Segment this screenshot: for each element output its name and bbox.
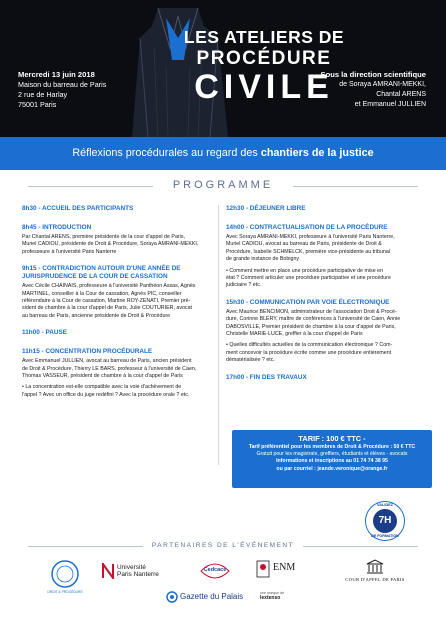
session-body: professeure à l'université Paris Nanterre [22,248,117,255]
session-heading: 9h15 - CONTRADICTION AUTOUR D'UNE ANNÉE DE JURISPRUDENCE DE LA COUR DE CASSATION [22,265,181,281]
logo-text: Gazette du Palais [180,592,244,601]
contact-email-link[interactable]: ou par courriel : jeande.veronique@orange.fr [276,465,388,472]
session-body: DABOSVILLE, Premier président de chambre à la cour d'appel de Paris, [226,323,396,330]
direction-title: Sous la direction scientifique [320,70,426,79]
logo-text: ENM [273,562,296,573]
badge-bottom-text: DE FORMATION [371,534,399,538]
session-heading: 8h30 - ACCUEIL DES PARTICIPANTS [22,205,134,212]
session-body: au barreau de Paris, ancienne présidente de Droit & Procédure [22,312,171,319]
event-date: Mercredi 13 juin 2018 [18,70,95,79]
session-heading: 15h30 - COMMUNICATION PAR VOIE ÉLECTRONIQUE [226,298,390,306]
session-heading: 12h30 - DÉJEUNER LIBRE [226,205,306,212]
pricing-line: Gratuit pour les magistrats, greffiers, étudiants et élèves - avocats [256,451,408,458]
session-heading: 14h00 - CONTRACTUALISATION DE LA PROCÉDURE [226,224,388,231]
session-heading: 11h15 - CONCENTRATION PROCÉDURALE [22,348,153,356]
session-body: Avec Maurice BENCIMON, administrateur de l'association Droit & Procé- [226,308,397,315]
marianne-icon [256,559,270,579]
badge-value: 7H [373,509,397,533]
session-body: dure, Corinne BLÉRY, maître de conférences à l'université de Caen, Annie [226,316,401,323]
venue-line: 75001 Paris [18,100,57,109]
session-body: dématérialisée ? etc. [226,357,275,364]
pricing-box [232,430,432,488]
session-body: Thomas VASSEUR, président de chambre à la cour d'appel de Paris [22,373,183,380]
logo-text: COUR D'APPEL DE PARIS [345,577,405,582]
logo-text: Paris Nanterre [117,571,159,578]
programme-title: PROGRAMME [172,179,274,191]
direction-line: de Soraya AMRANI-MEKKI, [339,81,426,88]
session-body: • La concentration est-elle compatible avec la voie d'achèvement de [22,384,182,391]
partners-title: PARTENAIRES DE L'ÉVÉNEMENT [151,542,295,549]
session-heading: 11h00 - PAUSE [22,329,67,337]
session-body: sident de chambre à la cour d'appel de Paris, Julie COUTURIER, avocat [22,305,193,312]
session-body: de grande instance de Bobigny [226,256,300,263]
session-body: Avec Emmanuel JULLIEN, avocat au barreau de Paris, ancien président [22,358,192,365]
session-body: l'appel ? Avec un office du juge redéfini ? Avec la procédure orale ? etc. [22,391,190,398]
pricing-line: Tarif préférentiel pour les membres de Droit & Procédure : 50 € TTC [248,444,416,450]
column-divider [218,205,219,465]
title-line-1: LES ATELIERS DE [183,27,345,47]
banner-text-bold: chantiers de la justice [260,147,374,159]
scientific-direction [321,70,427,110]
session-body: • Comment mettre en place une procédure participative de mise en [226,267,384,274]
session-body: Muriel CADIOU, avocat au barreau de Paris, présidente de Droit & [226,241,382,248]
droit-procedure-logo [47,559,83,594]
venue-line: 2 rue de Harlay [18,90,68,99]
logo-text: lextenso [260,595,281,601]
session-heading: 8h45 - INTRODUCTION [22,224,92,231]
badge-top-text: VALIDEZ [377,503,393,507]
direction-line: Chantal ARENS [376,91,426,98]
programme-left-column [22,205,210,399]
divider [293,186,418,187]
logo-text: une marque de [260,591,285,595]
session-heading: 17h00 - FIN DES TRAVAUX [226,373,307,381]
seal-icon [50,559,80,589]
subtitle-banner [0,137,446,170]
session-body: Par Chantal ARENS, première présidente de la cour d'appel de Paris, [22,234,185,240]
logo-text: Cedcace [203,567,227,573]
session-body: Procédure, Isabelle SCHMELCK, première vice-présidente au tribunal [226,248,390,255]
courthouse-icon [366,559,384,575]
banner-text: Réflexions procédurales au regard des [72,147,261,159]
session-body: de Droit & Procédure, Thierry LE BARS, professeur à l'université de Caen, [22,365,197,372]
programme-right-column [226,205,426,384]
session-body: MARTINEL, conseiller à la Cour de cassation, Agnès PIC, conseiller [22,290,182,297]
cedcace-logo [198,561,232,581]
session-body: • Quelles difficultés actuelles de la communication électronique ? Com- [226,342,393,349]
direction-line: et Emmanuel JULLIEN [354,101,426,108]
session-body: Muriel CADIOU, présidente de Droit & Procédure, Soraya AMRANI-MEKKI, [22,241,199,248]
divider [303,546,418,547]
session-body: référendaire à la Cour de cassation, Martine ROY-ZENATI, Premier pré- [22,298,191,305]
logo-text: DROIT & PROCÉDURE [47,590,83,594]
session-body: Christelle MARIE-LUCE, greffier à la cour d'appel de Paris [226,331,363,338]
lextenso-logo [260,591,284,601]
session-body: judiciaire ? etc. [226,282,262,289]
logo-text: Université [117,564,146,571]
gazette-icon [166,591,178,603]
pricing-line: Informations et inscriptions au 01 74 74 38 95 [276,458,388,465]
session-body: Avec Soraya AMRANI-MEKKI, professeure à l'université Paris Nanterre, [226,234,395,240]
title-line-2: PROCÉDURE [196,48,332,69]
pricing-title: TARIF : 100 € TTC - [298,434,366,443]
venue-line: Maison du barreau de Paris [18,80,107,89]
event-info [18,70,106,110]
header [0,0,446,137]
title-line-3: CIVILE [194,68,334,106]
session-body: ment concevoir la procédure écrite comme une procédure entièrement [226,349,392,356]
training-hours-badge [365,501,405,541]
session-body: état ? Comment articuler une procédure participative et une procédure [226,275,391,282]
session-body: Avec Cécile CHAINAIS, professeure à l'université Panthéon Assas, Agnès [22,283,196,290]
nanterre-icon [102,563,114,579]
